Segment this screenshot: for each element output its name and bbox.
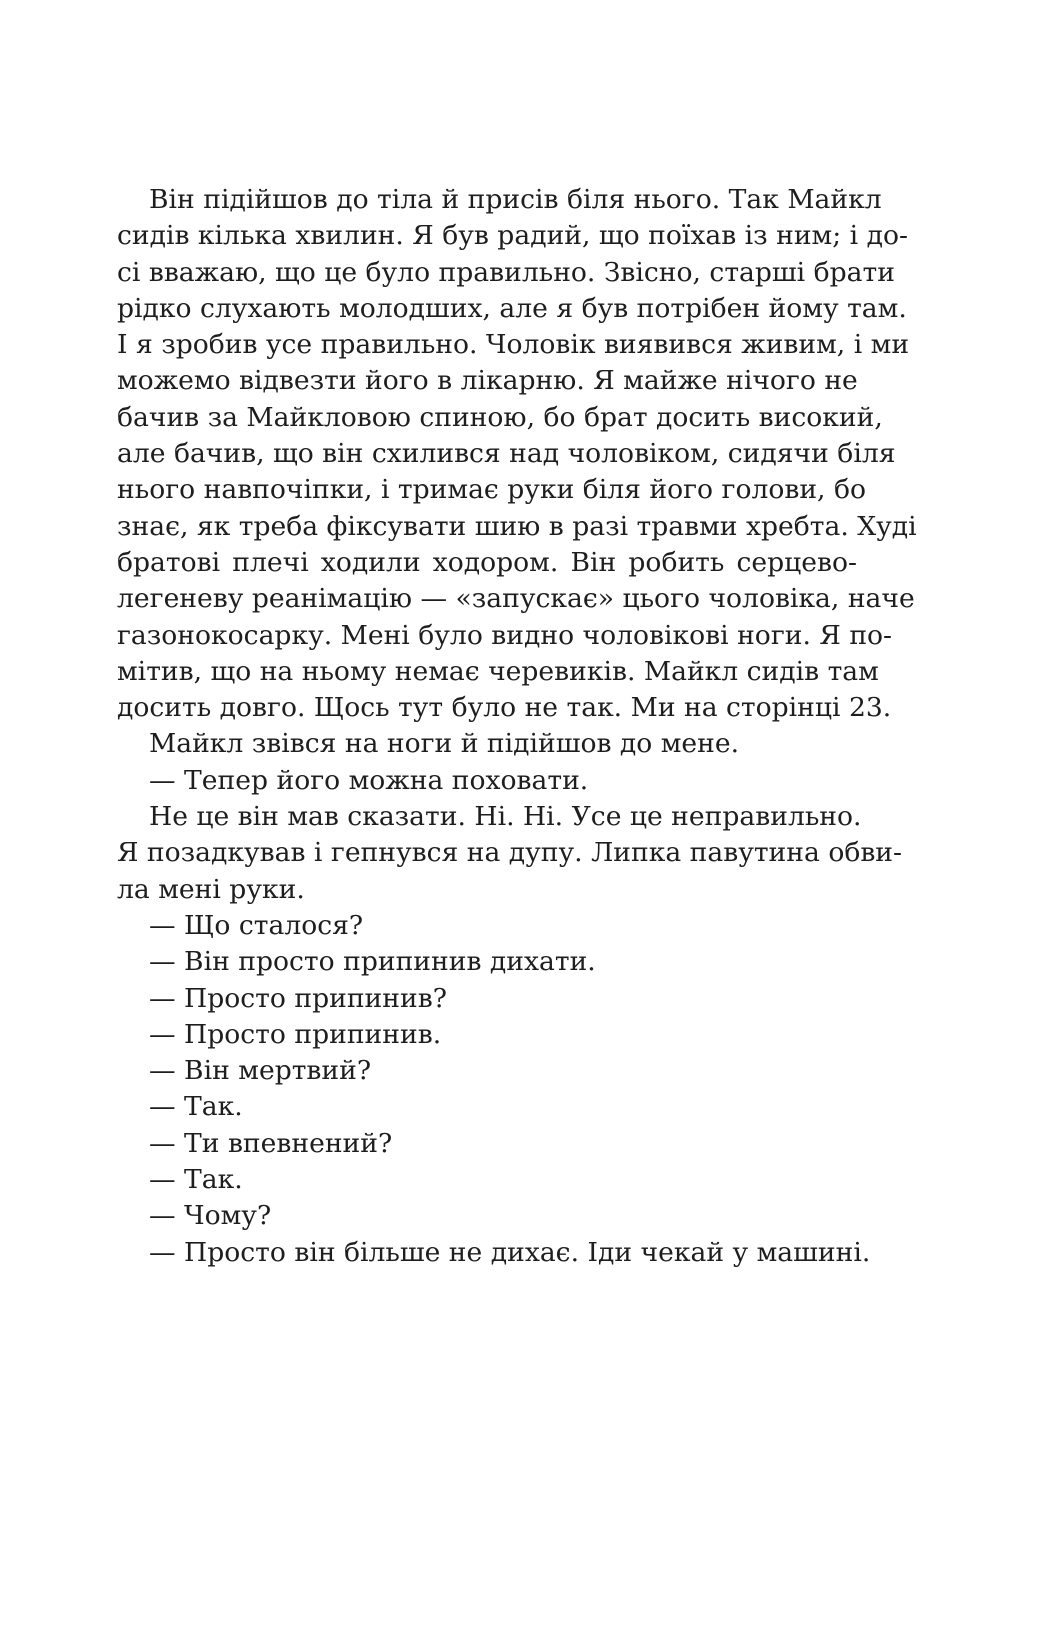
text-line: — Просто припинив.: [149, 1018, 442, 1050]
text-line: сидів кілька хвилин. Я був радий, що поїхав із ним; і до-: [117, 220, 908, 252]
text-line: можемо відвезти його в лікарню. Я майже нічого не: [117, 365, 858, 397]
dialogue-paragraph: [117, 1198, 857, 1234]
text-line: ла мені руки.: [117, 873, 305, 905]
body-text: [117, 182, 917, 1271]
text-line: газонокосарку. Мені було видно чоловікові ноги. Я по-: [117, 619, 893, 651]
text-line: — Просто припинив?: [149, 982, 447, 1014]
dialogue-paragraph: [117, 1089, 857, 1125]
text-line: братові плечі ходили ходором. Він робить серцево-: [117, 546, 857, 578]
text-line: нього навпочіпки, і тримає руки біля його голови, бо: [117, 474, 866, 506]
text-line: — Так.: [149, 1091, 243, 1123]
text-line: Він підійшов до тіла й присів біля нього. Так Майкл: [149, 184, 882, 215]
text-line: — Чому?: [149, 1200, 272, 1232]
text-line: рідко слухають молодших, але я був потрібен йому там.: [117, 292, 907, 324]
text-line: — Ти впевнений?: [149, 1127, 393, 1159]
text-line: — Просто він більше не дихає. Іди чекай у машині.: [149, 1236, 871, 1268]
dialogue-paragraph: [117, 944, 857, 980]
paragraph: [117, 799, 903, 908]
text-line: Не це він мав сказати. Ні. Ні. Усе це неправильно.: [149, 801, 862, 833]
dialogue-paragraph: [117, 1017, 857, 1053]
text-line: але бачив, що він схилився над чоловіком, сидячи біля: [117, 438, 896, 470]
paragraph: [117, 726, 857, 762]
text-line: знає, як треба фіксувати шию в разі травми хребта. Худі: [117, 510, 917, 542]
text-line: — Тепер його можна поховати.: [149, 764, 589, 796]
text-line: І я зробив усе правильно. Чоловік виявився живим, і ми: [117, 329, 910, 361]
dialogue-paragraph: [117, 1126, 857, 1162]
text-line: — Він мертвий?: [149, 1055, 372, 1087]
dialogue-paragraph: [117, 1235, 871, 1271]
dialogue-paragraph: [117, 981, 857, 1017]
text-line: — Що сталося?: [149, 909, 364, 941]
dialogue-paragraph: [117, 1162, 857, 1198]
paragraph: [117, 182, 917, 726]
text-line: легеневу реанімацію — «запускає» цього чоловіка, наче: [117, 583, 915, 615]
text-line: мітив, що на ньому немає черевиків. Майкл сидів там: [117, 655, 879, 687]
text-line: бачив за Майкловою спиною, бо брат досить високий,: [117, 401, 883, 433]
dialogue-paragraph: [117, 908, 857, 944]
text-line: — Так.: [149, 1164, 243, 1196]
text-line: сі вважаю, що це було правильно. Звісно, старші брати: [117, 256, 895, 288]
dialogue-paragraph: [117, 1053, 857, 1089]
text-line: досить довго. Щось тут було не так. Ми на сторінці 23.: [117, 692, 892, 724]
text-line: Я позадкував і гепнувся на дупу. Липка павутина обви-: [117, 837, 903, 869]
text-line: — Він просто припинив дихати.: [149, 946, 596, 978]
text-line: Майкл звівся на ноги й підійшов до мене.: [149, 728, 740, 760]
dialogue-paragraph: [117, 763, 857, 799]
